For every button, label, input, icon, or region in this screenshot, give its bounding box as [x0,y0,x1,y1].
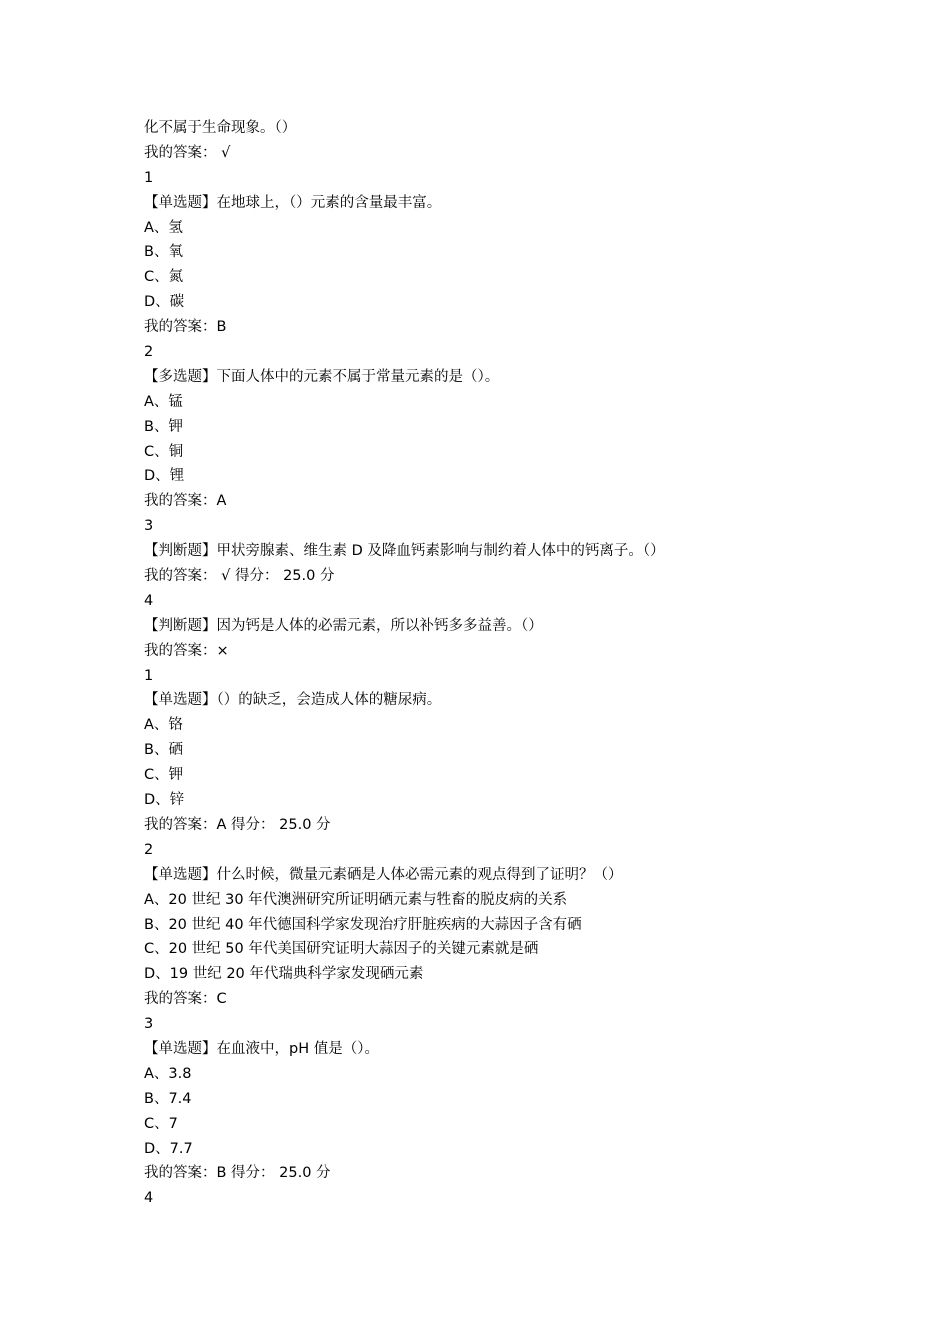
question-stem: 【单选题】在血液中，pH 值是（）。 [144,1040,379,1057]
answer-option: D、19 世纪 20 年代瑞典科学家发现硒元素 [144,966,424,983]
question-number: 2 [144,841,154,858]
question-number: 4 [144,592,154,609]
answer-option: B、钾 [144,418,183,435]
question-stem-continuation: 化不属于生命现象。（） [144,120,297,136]
my-answer: 我的答案：A [144,493,227,510]
question-stem: 【判断题】甲状旁腺素、维生素 D 及降血钙素影响与制约着人体中的钙离子。（） [144,543,665,560]
question-number: 3 [144,518,154,535]
question-number: 1 [144,169,154,186]
answer-option: C、钾 [144,767,184,784]
question-stem: 【单选题】（）的缺乏，会造成人体的糖尿病。 [144,692,442,709]
answer-option: A、氢 [144,219,183,236]
answer-option: D、碳 [144,294,185,311]
answer-option: A、锰 [144,393,183,410]
answer-option: B、硒 [144,742,183,759]
answer-option: D、7.7 [144,1140,193,1157]
answer-option: C、7 [144,1115,178,1132]
question-stem: 【单选题】什么时候，微量元素硒是人体必需元素的观点得到了证明？（） [144,866,623,883]
my-answer: 我的答案：C [144,991,227,1008]
my-answer: 我的答案： √ [144,144,231,161]
answer-option: A、铬 [144,717,183,734]
answer-option: B、20 世纪 40 年代德国科学家发现治疗肝脏疾病的大蒜因子含有硒 [144,916,582,933]
answer-option: D、锌 [144,792,185,809]
answer-option: C、铜 [144,443,184,460]
answer-option: C、氮 [144,269,184,286]
answer-option: D、锂 [144,468,185,485]
question-stem: 【多选题】下面人体中的元素不属于常量元素的是（）。 [144,368,500,385]
question-number: 1 [144,667,154,684]
question-stem: 【单选题】在地球上，（）元素的含量最丰富。 [144,194,442,211]
my-answer-with-score: 我的答案： √ 得分： 25.0 分 [144,568,335,585]
answer-option: B、氧 [144,244,183,261]
question-stem: 【判断题】因为钙是人体的必需元素，所以补钙多多益善。（） [144,617,543,634]
question-number: 2 [144,344,154,361]
my-answer: 我的答案：B [144,319,227,336]
my-answer-with-score: 我的答案：A 得分： 25.0 分 [144,816,331,833]
answer-option: C、20 世纪 50 年代美国研究证明大蒜因子的关键元素就是硒 [144,941,539,958]
question-number: 4 [144,1190,154,1207]
my-answer-with-score: 我的答案：B 得分： 25.0 分 [144,1165,331,1182]
question-number: 3 [144,1016,154,1033]
document-body [144,116,844,1211]
answer-option: B、7.4 [144,1090,192,1107]
my-answer: 我的答案：× [144,642,229,659]
answer-option: A、20 世纪 30 年代澳洲研究所证明硒元素与牲畜的脱皮病的关系 [144,891,568,908]
answer-option: A、3.8 [144,1065,192,1082]
